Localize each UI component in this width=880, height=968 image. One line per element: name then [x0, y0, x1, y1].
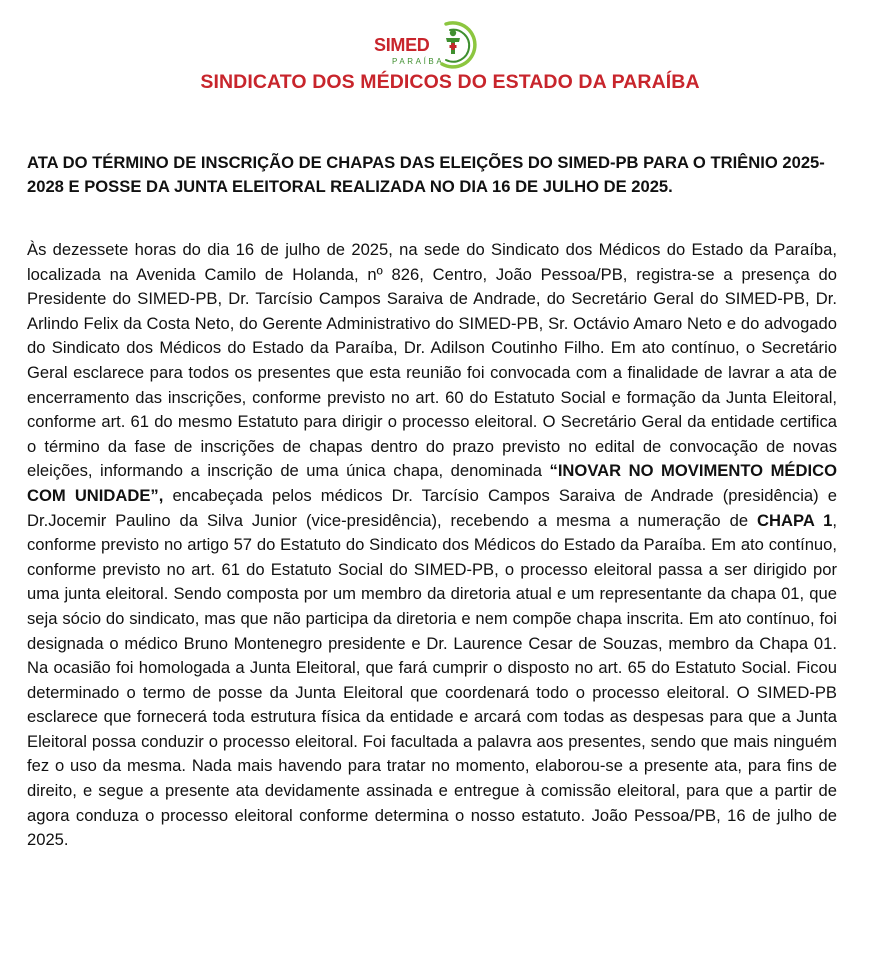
chapa-name: “INOVAR NO MOVIMENTO MÉDICO COM UNIDADE”, — [27, 461, 837, 505]
organization-name: SINDICATO DOS MÉDICOS DO ESTADO DA PARAÍBA — [200, 71, 700, 93]
body-text-part-2: encabeçada pelos médicos Dr. Tarcísio Campos Saraiva de Andrade (presidência) e Dr.Jocemir Paulino da Silva Junior (vice-presidência), recebendo a mesma a numeração de — [27, 485, 837, 530]
document-title: ATA DO TÉRMINO DE INSCRIÇÃO DE CHAPAS DAS ELEIÇÕES DO SIMED-PB PARA O TRIÊNIO 2025-2028 E POSSE DA JUNTA ELEITORAL REALIZADA NO DIA 16 DE JULHO DE 2025. — [27, 153, 825, 196]
document-body — [27, 238, 837, 853]
simed-logo — [374, 20, 484, 70]
logo-subtitle: PARAÍBA — [392, 57, 445, 66]
body-text-part-1: Às dezessete horas do dia 16 de julho de 2025, na sede do Sindicato dos Médicos do Estado da Paraíba, localizada na Avenida Camilo de Holanda, nº 826, Centro, João Pessoa/PB, registra-se a presença do Presidente do SIMED-PB, Dr. Tarcísio Campos Saraiva de Andrade, do Secretário Geral do SIMED-PB, Dr. Arlindo Felix da Costa Neto, do Gerente Administrativo do SIMED-PB, Sr. Octávio Amaro Neto e do advogado do Sindicato dos Médicos do Estado da Paraíba, Dr. Adilson Coutinho Filho. Em ato contínuo, o Secretário Geral esclarece para todos os presentes que esta reunião foi convocada com a finalidade de lavrar a ata de encerramento das inscrições, conforme previsto no art. 60 do Estatuto Social e formação da Junta Eleitoral, conforme art. 61 do mesmo Estatuto para dirigir o processo eleitoral. O Secretário Geral da entidade certifica o término da fase de inscrições de chapas dentro do prazo previsto no edital de convocação de novas eleições, informando a inscrição de uma única chapa, denominada — [27, 240, 837, 481]
chapa-number: CHAPA 1 — [757, 510, 833, 530]
body-text-part-3: , conforme previsto no artigo 57 do Estatuto do Sindicato dos Médicos do Estado da Paraíba. Em ato contínuo, conforme previsto no art. 61 do Estatuto Social do SIMED-PB, o processo eleitoral passa a ser dirigido por uma junta eleitoral. Sendo composta por um membro da diretoria atual e um representante da chapa 01, que seja sócio do sindicato, mas que não participa da diretoria e nem compõe chapa inscrita. Em ato contínuo, foi designada o médico Bruno Montenegro presidente e Dr. Laurence Cesar de Souzas, membro da Chapa 01. Na ocasião foi homologada a Junta Eleitoral, que fará cumprir o disposto no art. 65 do Estatuto Social. Ficou determinado o termo de posse da Junta Eleitoral que coordenará todo o processo eleitoral. O SIMED-PB esclarece que fornecerá toda estrutura física da entidade e arcará com todas as despesas para que a Junta Eleitoral possa conduzir o processo eleitoral. Foi facultada a palavra aos presentes, sendo que mais ninguém fez o uso da mesma. Nada mais havendo para tratar no momento, elaborou-se a presente ata, para fins de direito, e segue a presente ata devidamente assinada e entregue à comissão eleitoral, para que a partir de agora conduza o processo eleitoral conforme determina o nosso estatuto. João Pessoa/PB, 16 de julho de 2025. — [27, 510, 837, 850]
document-content — [27, 151, 837, 853]
logo-wordmark: SIMED — [374, 35, 430, 55]
letterhead — [0, 0, 880, 110]
medical-figure-icon — [432, 20, 482, 70]
